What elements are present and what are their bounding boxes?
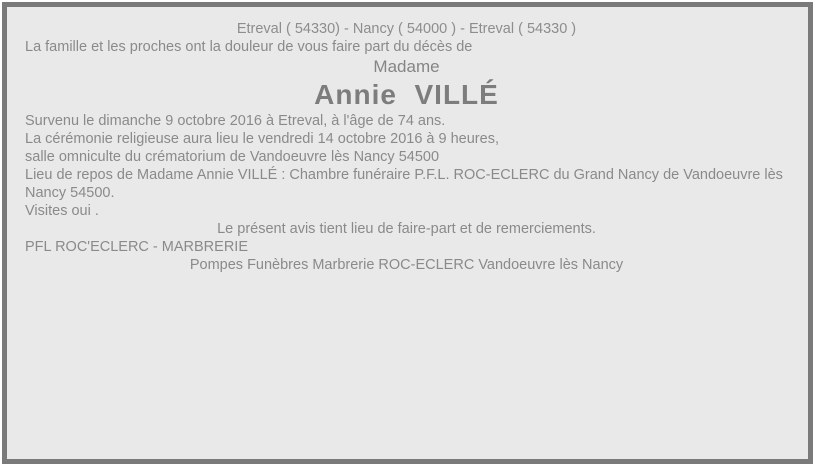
funeral-home-line: PFL ROC'ECLERC - MARBRERIE bbox=[25, 239, 248, 255]
repose-paragraph bbox=[25, 166, 788, 202]
death-notice-panel bbox=[2, 2, 813, 464]
ceremony-line-2: salle omniculte du crématorium de Vandoeuvre lès Nancy 54500 bbox=[25, 149, 440, 165]
intro-line: La famille et les proches ont la douleur de vous faire part du décès de bbox=[25, 39, 473, 55]
repose-line-1: Lieu de repos de Madame Annie VILLÉ : Chambre funéraire P.F.L. ROC-ECLERC du Grand Nancy de Vandoeuvre lès bbox=[25, 167, 783, 183]
repose-line-2: Nancy 54500. bbox=[25, 185, 115, 201]
visits-line: Visites oui . bbox=[25, 203, 99, 219]
header-locations: Etreval ( 54330) - Nancy ( 54000 ) - Etreval ( 54330 ) bbox=[236, 21, 577, 37]
closing-line: Le présent avis tient lieu de faire-part et de remerciements. bbox=[217, 221, 596, 237]
death-info-line: Survenu le dimanche 9 octobre 2016 à Etreval, à l'âge de 74 ans. bbox=[25, 113, 446, 129]
civility-title: Madame bbox=[373, 57, 440, 76]
ceremony-line-1: La cérémonie religieuse aura lieu le vendredi 14 octobre 2016 à 9 heures, bbox=[25, 131, 499, 147]
footer-line: Pompes Funèbres Marbrerie ROC-ECLERC Vandoeuvre lès Nancy bbox=[189, 257, 624, 273]
ceremony-paragraph bbox=[25, 130, 788, 166]
deceased-name: Annie VILLÉ bbox=[314, 79, 499, 110]
